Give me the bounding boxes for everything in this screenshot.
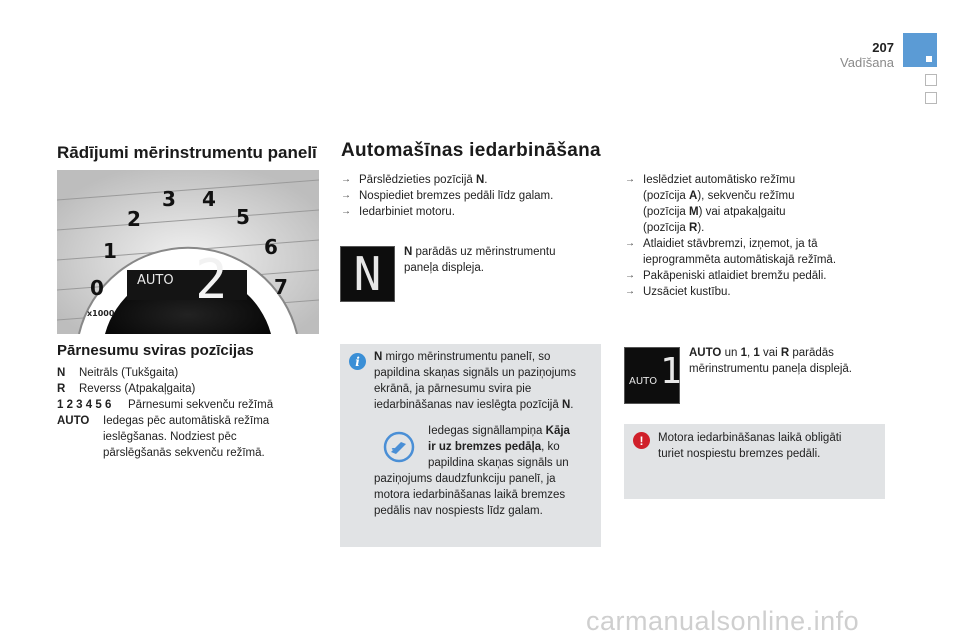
gauge-number: 7 [274,275,288,299]
list-item: → Uzsāciet kustību. [625,284,885,300]
gauge-number: 0 [90,276,104,300]
list-item: → Nospiediet bremzes pedāli līdz galam. [341,188,601,204]
info-text-blink: N mirgo mērinstrumentu panelī, so papildina skaņas signāls un paziņojums ekrānā, ja pārnesumu svira pie iedarbināšanas nav ieslēgta pozīcijā N. [374,351,577,411]
gauge-number: 3 [162,187,176,211]
list-item: → Ieslēdziet automātisko režīmu (pozīcija A), sekvenču režīmu (pozīcija M) vai atpakaļgaitu (pozīcija R). [625,172,885,236]
warning-box [624,424,885,499]
info-text-brake-b: paziņojums daudzfunkciju panelī, ja motora iedarbināšanas laikā bremzes pedālis nav nospiests līdz galam. [374,473,566,517]
list-item: → Pārslēdzieties pozīcijā N. [341,172,601,188]
list-item: → Iedarbiniet motoru. [341,204,601,220]
display-n-illustration [340,246,395,302]
watermark: carmanualsonline.info [586,606,860,636]
foot-on-brake-icon [382,430,416,464]
display-n-note: N parādās uz mērinstrumentu paneļa displeja. [404,246,556,274]
gauge-auto-label: AUTO [137,273,174,288]
display-auto-illustration [624,347,680,404]
gauge-number: 5 [236,205,250,229]
gear-row-r: R Reverss (Atpakaļgaita) [57,383,196,395]
gauge-gear-digit: 2 [195,248,228,311]
gauge-number: 2 [127,207,141,231]
start-steps-list [341,172,601,220]
gear-row-auto: AUTO Iedegas pēc automātiskā režīma [57,415,270,427]
instrument-gauge-illustration [57,170,319,334]
info-box [340,344,601,547]
section-heading-starting: Automašīnas iedarbināšana [341,140,601,161]
section-heading-instrument: Rādījumi mērinstrumentu panelī [57,143,317,162]
display-auto-label: AUTO [629,376,658,387]
tab-square [925,92,937,104]
list-item: → Atlaidiet stāvbremzi, izņemot, ja tā ieprogrammēta automātiskajā režīmā. [625,236,885,268]
tab-square [925,74,937,86]
gauge-scale-label: x1000 [87,309,115,318]
section-heading-gear-positions: Pārnesumu sviras pozīcijas [57,342,254,359]
info-icon: i [349,353,366,370]
warning-icon: ! [633,432,650,449]
drive-steps-list [625,172,885,300]
display-auto-note: AUTO un 1, 1 vai R parādās mērinstrumentu paneļa displejā. [689,347,853,375]
warning-text: Motora iedarbināšanas laikā obligāti turiet nospiestu bremzes pedāli. [658,432,842,460]
chapter-tab [903,33,937,67]
info-text-brake-a: Iedegas signāllampiņa Kāja ir uz bremzes pedāļa, ko papildina skaņas signāls un [428,425,570,469]
gauge-number: 6 [264,235,278,259]
gear-row-n: N Neitrāls (Tukšgaita) [57,367,179,379]
display-letter: N [353,247,382,301]
gear-position-list: N Neitrāls (Tukšgaita) R Reverss (Atpakaļgaita) 1 2 3 4 5 6 Pārnesumi sekvenču režīmā AUTO Iedegas pēc automātiskā režīma ieslēgšanas. Nodziest pēc pārslēgšanās sekvenču režīmā. [57,365,297,461]
list-item: → Pakāpeniski atlaidiet bremžu pedāli. [625,268,885,284]
gauge-number: 4 [202,187,216,211]
gauge-number: 1 [103,239,117,263]
display-gear-digit: 1 [660,351,682,392]
page-number: 207 [872,40,894,55]
gear-row-sequential: 1 2 3 4 5 6 Pārnesumi sekvenču režīmā [57,399,274,411]
section-title: Vadīšana [840,55,894,70]
